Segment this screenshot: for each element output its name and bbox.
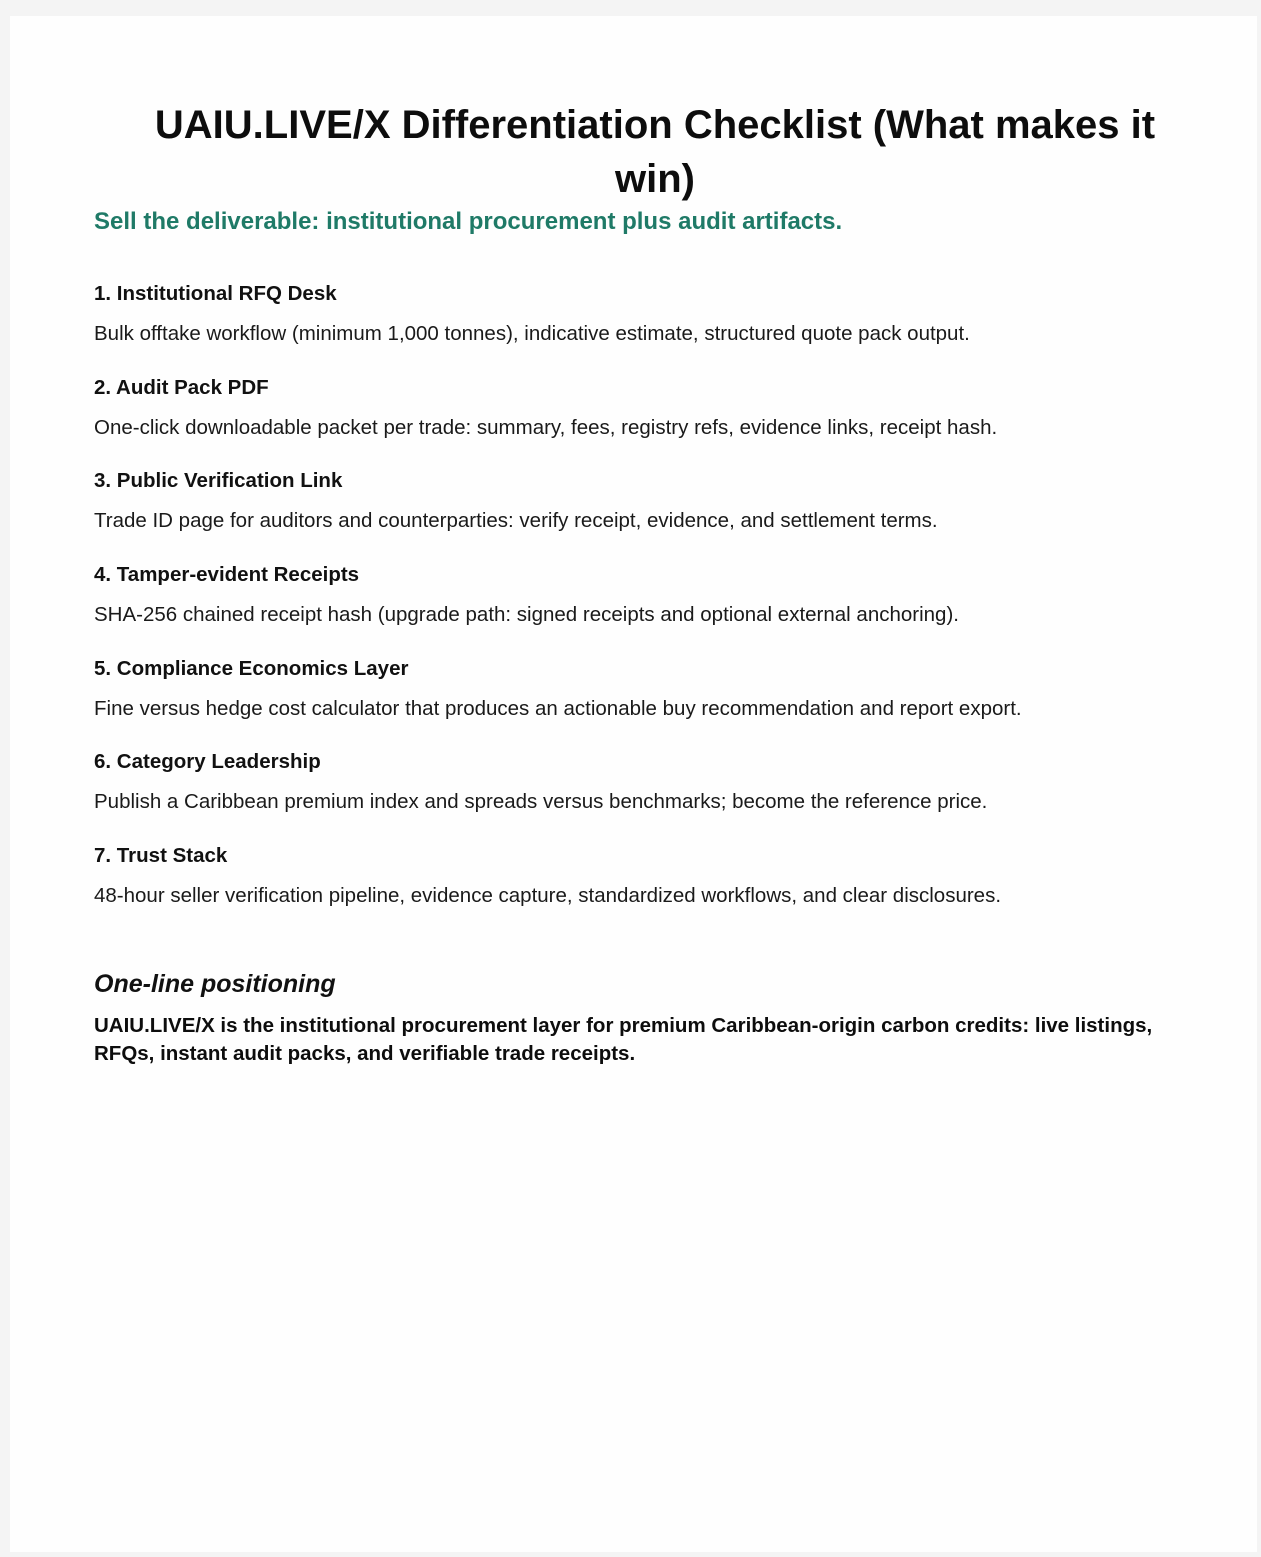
checklist-item	[94, 376, 1214, 470]
checklist-item-title: 5. Compliance Economics Layer	[94, 656, 409, 680]
checklist-item-description: Bulk offtake workflow (minimum 1,000 tonnes), indicative estimate, structured quote pack output.	[94, 322, 970, 345]
page-title: UAIU.LIVE/X Differentiation Checklist (What makes it win)	[154, 103, 1156, 201]
checklist-item	[94, 844, 1214, 938]
checklist-item	[94, 563, 1214, 657]
checklist-item-title: 4. Tamper-evident Receipts	[94, 563, 360, 587]
page-subtitle: Sell the deliverable: institutional procurement plus audit artifacts.	[94, 208, 843, 235]
document-page	[10, 16, 1257, 1552]
checklist-item-description: One-click downloadable packet per trade: summary, fees, registry refs, evidence links, receipt hash.	[94, 415, 998, 439]
checklist-item-description: Fine versus hedge cost calculator that produces an actionable buy recommendation and report export.	[94, 696, 1022, 720]
positioning-statement: UAIU.LIVE/X is the institutional procurement layer for premium Caribbean-origin carbon credits: live listings, RFQs, instant audit packs, and verifiable trade receipts.	[94, 1014, 1153, 1065]
checklist-item-title: 6. Category Leadership	[94, 750, 321, 774]
checklist-item	[94, 469, 1214, 563]
checklist-item-title: 7. Trust Stack	[94, 844, 228, 868]
checklist	[94, 282, 1214, 938]
checklist-item-title: 3. Public Verification Link	[94, 469, 343, 493]
checklist-item-description: Publish a Caribbean premium index and spreads versus benchmarks; become the reference price.	[94, 790, 988, 814]
checklist-item-description: SHA-256 chained receipt hash (upgrade path: signed receipts and optional external anchoring).	[94, 603, 959, 627]
checklist-item-description: 48-hour seller verification pipeline, evidence capture, standardized workflows, and clear disclosures.	[94, 884, 1002, 908]
checklist-item-title: 1. Institutional RFQ Desk	[94, 282, 337, 305]
checklist-item	[94, 657, 1214, 751]
checklist-item-title: 2. Audit Pack PDF	[94, 375, 269, 399]
checklist-item-description: Trade ID page for auditors and counterparties: verify receipt, evidence, and settlement terms.	[94, 509, 938, 533]
checklist-item	[94, 282, 1214, 376]
positioning-heading: One-line positioning	[94, 970, 336, 998]
checklist-item	[94, 750, 1214, 844]
